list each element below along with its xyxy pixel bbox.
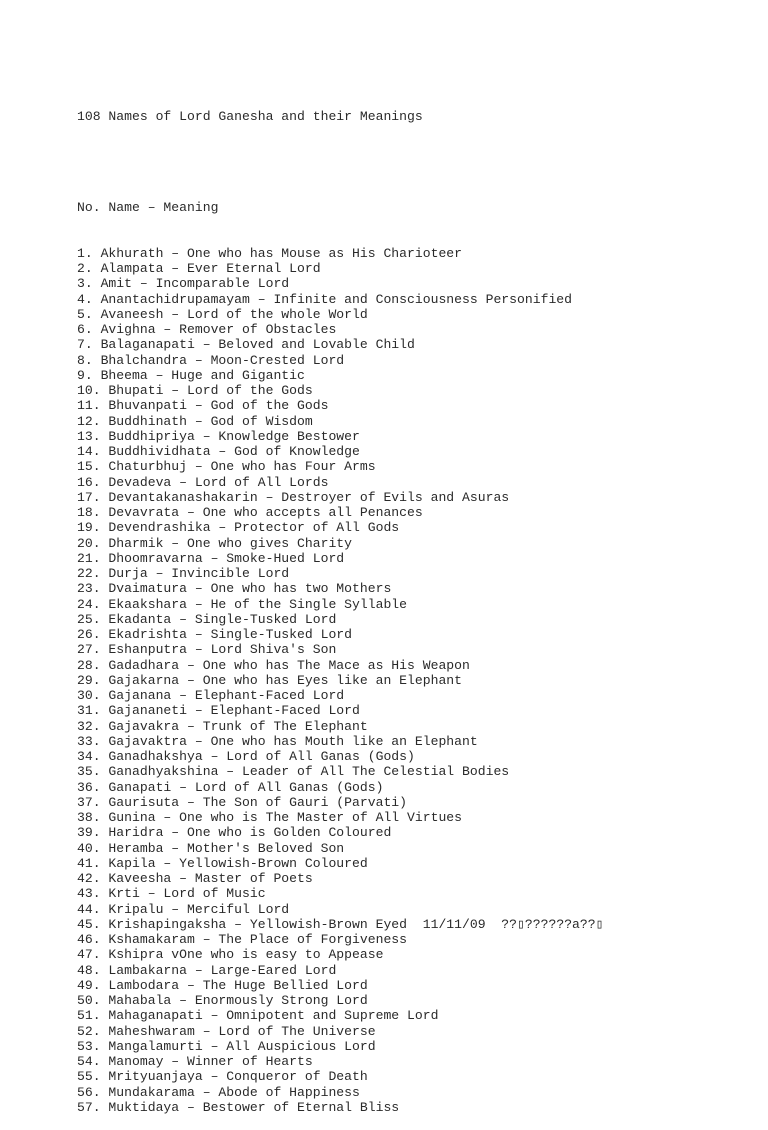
list-item: 2. Alampata – Ever Eternal Lord [77,261,321,276]
list-item: 47. Kshipra vOne who is easy to Appease [77,947,384,963]
list-item: 27. Eshanputra – Lord Shiva's Son [77,642,337,658]
list-item: 18. Devavrata – One who accepts all Penances [77,505,423,520]
list-item: 45. Krishapingaksha – Yellowish-Brown Eyed 11/11/09 ??▯??????a??▯ [77,916,604,932]
list-item: 41. Kapila – Yellowish-Brown Coloured [77,855,368,871]
list-item: 38. Gunina – One who is The Master of All Virtues [77,810,463,825]
list-item: 25. Ekadanta – Single-Tusked Lord [77,611,337,627]
list-item: 14. Buddhividhata – God of Knowledge [77,444,360,459]
list-item: 10. Bhupati – Lord of the Gods [77,383,313,398]
list-item: 17. Devantakanashakarin – Destroyer of Evils and Asuras [77,489,510,505]
list-item: 35. Ganadhyakshina – Leader of All The Celestial Bodies [77,764,510,780]
blank-line [77,154,757,169]
list-item: 21. Dhoomravarna – Smoke-Hued Lord [77,550,345,566]
list-item: 44. Kripalu – Merciful Lord [77,901,290,917]
list-item: 54. Manomay – Winner of Hearts [77,1054,313,1069]
list-item: 51. Mahaganapati – Omnipotent and Supreme Lord [77,1008,439,1024]
list-item: 11. Bhuvanpati – God of the Gods [77,398,329,414]
list-item: 1. Akhurath – One who has Mouse as His Charioteer [77,245,463,261]
list-item: 22. Durja – Invincible Lord [77,566,290,581]
list-item: 52. Maheshwaram – Lord of The Universe [77,1023,376,1039]
list-item: 15. Chaturbhuj – One who has Four Arms [77,459,376,475]
list-item: 37. Gaurisuta – The Son of Gauri (Parvati) [77,794,408,810]
list-item: 34. Ganadhakshya – Lord of All Ganas (Gods) [77,749,415,764]
list-item: 39. Haridra – One who is Golden Coloured [77,825,392,841]
list-item: 49. Lambodara – The Huge Bellied Lord [77,977,368,993]
list-item: 12. Buddhinath – God of Wisdom [77,413,313,429]
list-item: 7. Balaganapati – Beloved and Lovable Child [77,337,415,353]
list-item: 53. Mangalamurti – All Auspicious Lord [77,1038,376,1054]
list-item: 43. Krti – Lord of Music [77,886,266,902]
list-item: 36. Ganapati – Lord of All Ganas (Gods) [77,779,384,795]
list-item: 57. Muktidaya – Bestower of Eternal Bliss [77,1099,400,1115]
list-item: 50. Mahabala – Enormously Strong Lord [77,993,368,1008]
list-item: 48. Lambakarna – Large-Eared Lord [77,962,337,978]
list-item: 6. Avighna – Remover of Obstacles [77,322,337,337]
list-item: 8. Bhalchandra – Moon-Crested Lord [77,352,345,368]
list-item: 56. Mundakarama – Abode of Happiness [77,1084,360,1100]
list-item: 9. Bheema – Huge and Gigantic [77,367,305,383]
list-item: 23. Dvaimatura – One who has two Mothers [77,581,392,597]
list-item: 20. Dharmik – One who gives Charity [77,535,353,551]
list-item: 4. Anantachidrupamayam – Infinite and Consciousness Personified [77,291,573,307]
list-item: 24. Ekaakshara – He of the Single Syllable [77,596,408,612]
list-item: 28. Gadadhara – One who has The Mace as His Weapon [77,657,470,673]
list-item: 32. Gajavakra – Trunk of The Elephant [77,718,368,734]
list-item: 3. Amit – Incomparable Lord [77,276,290,292]
list-item: 55. Mrityuanjaya – Conqueror of Death [77,1069,368,1085]
list-item: 26. Ekadrishta – Single-Tusked Lord [77,627,353,642]
document-page [77,78,757,1130]
list-item: 42. Kaveesha – Master of Poets [77,871,313,886]
column-header-line: No. Name – Meaning [77,200,219,215]
list-item: 33. Gajavaktra – One who has Mouth like an Elephant [77,733,478,749]
page-title: 108 Names of Lord Ganesha and their Meanings [77,108,423,124]
list-item: 16. Devadeva – Lord of All Lords [77,474,329,490]
list-item: 31. Gajananeti – Elephant-Faced Lord [77,703,360,719]
list-item: 19. Devendrashika – Protector of All Gods [77,520,400,536]
list-item: 29. Gajakarna – One who has Eyes like an Elephant [77,672,463,688]
list-item: 46. Kshamakaram – The Place of Forgiveness [77,932,408,947]
names-list [77,246,757,1115]
list-item: 30. Gajanana – Elephant-Faced Lord [77,688,345,703]
list-item: 5. Avaneesh – Lord of the whole World [77,306,368,322]
list-item: 40. Heramba – Mother's Beloved Son [77,840,345,856]
list-item: 13. Buddhipriya – Knowledge Bestower [77,428,360,444]
